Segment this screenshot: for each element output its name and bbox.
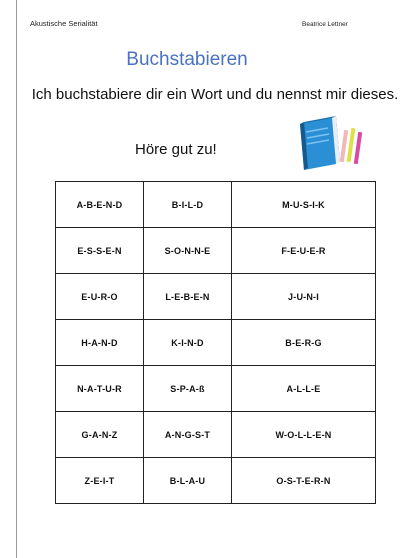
word-cell: N-A-T-U-R <box>56 366 144 412</box>
table-row <box>56 274 376 320</box>
word-cell: S-P-A-ß <box>144 366 232 412</box>
instruction-text: Ich buchstabiere dir ein Wort und du nennst mir dieses. <box>31 86 399 103</box>
table-row <box>56 320 376 366</box>
table-row <box>56 366 376 412</box>
word-cell: A-B-E-N-D <box>56 182 144 228</box>
word-cell: F-E-U-E-R <box>232 228 376 274</box>
worksheet-title: Buchstabieren <box>126 49 248 70</box>
word-cell: K-I-N-D <box>144 320 232 366</box>
header-author: Beatrice Lettner <box>302 21 348 28</box>
word-cell: J-U-N-I <box>232 274 376 320</box>
word-cell: M-U-S-I-K <box>232 182 376 228</box>
spelling-table <box>55 181 376 504</box>
margin-line <box>16 0 17 558</box>
word-cell: E-S-S-E-N <box>56 228 144 274</box>
word-cell: W-O-L-L-E-N <box>232 412 376 458</box>
word-cell: B-I-L-D <box>144 182 232 228</box>
word-cell: A-N-G-S-T <box>144 412 232 458</box>
word-cell: L-E-B-E-N <box>144 274 232 320</box>
word-cell: O-S-T-E-R-N <box>232 458 376 504</box>
word-cell: S-O-N-N-E <box>144 228 232 274</box>
listen-prompt: Höre gut zu! <box>135 141 217 158</box>
word-cell: B-L-A-U <box>144 458 232 504</box>
word-cell: A-L-L-E <box>232 366 376 412</box>
word-cell: B-E-R-G <box>232 320 376 366</box>
word-cell: H-A-N-D <box>56 320 144 366</box>
word-cell: G-A-N-Z <box>56 412 144 458</box>
table-row <box>56 228 376 274</box>
word-cell: E-U-R-O <box>56 274 144 320</box>
table-row <box>56 182 376 228</box>
table-row <box>56 412 376 458</box>
table-row <box>56 458 376 504</box>
book-with-pencils-icon <box>296 112 366 170</box>
header-subject: Akustische Serialität <box>30 19 98 28</box>
word-cell: Z-E-I-T <box>56 458 144 504</box>
